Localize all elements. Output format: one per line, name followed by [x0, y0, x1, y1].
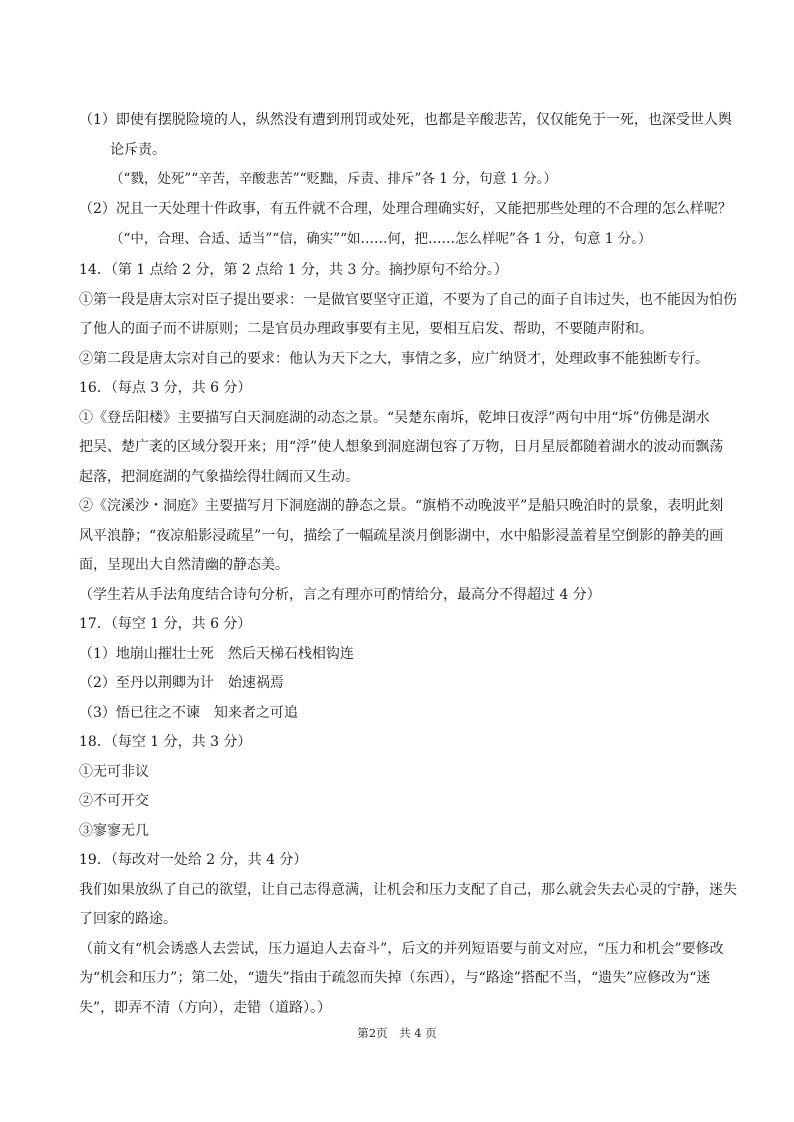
page-number-footer: 第2页 共 4 页	[357, 1026, 437, 1040]
answer-16-point-2-line-1: ②《浣溪沙・洞庭》主要描写月下洞庭湖的静态之景。“旗梢不动晚波平”是船只晚泊时的景象，表明此刻	[79, 498, 724, 514]
answer-19-explanation-line-1: （前文有“机会诱惑人去尝试，压力逼迫人去奋斗”，后文的并列短语要与前文对应，“压力和机会”要修改	[79, 941, 724, 957]
question-18-heading: 18．（每空 1 分，共 3 分）	[79, 734, 252, 750]
answer-13-1-line-1: （1）即使有摆脱险境的人，纵然没有遭到刑罚或处死，也都是辛酸悲苦，仅仅能免于一死，也深受世人舆	[79, 112, 732, 128]
answer-17-2: （2）至丹以荆卿为计 始速祸焉	[79, 675, 284, 691]
answer-14-point-2: ②第二段是唐太宗对自己的要求：他认为天下之大，事情之多，应广纳贤才，处理政事不能独断专行。	[79, 351, 709, 367]
answer-13-2-line: （2）况且一天处理十件政事，有五件就不合理，处理合理确实好，又能把那些处理的不合理的怎么样呢？	[79, 201, 732, 217]
question-14-heading: 14．（第 1 点给 2 分，第 2 点给 1 分，共 3 分。摘抄原句不给分。）	[79, 262, 508, 278]
answer-18-1: ①无可非议	[79, 764, 149, 780]
answer-16-point-1-line-3: 起落，把洞庭湖的气象描绘得壮阔而又生动。	[79, 469, 359, 485]
answer-16-point-1-line-1: ①《登岳阳楼》主要描写白天洞庭湖的动态之景。“吴楚东南坼，乾坤日夜浮”两句中用“坼”仿佛是湖水	[79, 410, 710, 426]
question-17-heading: 17．（每空 1 分，共 6 分）	[79, 616, 252, 632]
answer-13-1-line-2: 论斥责。	[110, 142, 166, 158]
question-19-heading: 19．（每改对一处给 2 分，共 4 分）	[79, 852, 308, 868]
answer-16-point-2-line-2: 风平浪静；“夜凉船影浸疏星”一句，描绘了一幅疏星淡月倒影湖中，水中船影浸盖着星空倒影的静美的画	[79, 528, 724, 544]
answer-14-point-1-line-1: ①第一段是唐太宗对臣子提出要求：一是做官要坚守正道，不要为了自己的面子自讳过失，也不能因为怕伤	[79, 292, 737, 308]
answer-13-2-scoring-note: （“中，合理、合适、适当”“信，确实”“如……何，把……怎么样呢”各 1 分，句意 1 分。）	[110, 231, 652, 247]
answer-16-scoring-note: （学生若从手法角度结合诗句分析，言之有理亦可酌情给分，最高分不得超过 4 分）	[79, 587, 601, 603]
answer-14-point-1-line-2: 了他人的面子而不讲原则；二是官员办理政事要有主见，要相互启发、帮助，不要随声附和。	[79, 321, 653, 337]
answer-17-1: （1）地崩山摧壮士死 然后天梯石栈相钩连	[79, 646, 354, 662]
answer-16-point-1-line-2: 把吴、楚广袤的区域分裂开来；用“浮”使人想象到洞庭湖包容了万物，日月星辰都随着湖水的波动而飘荡	[79, 439, 724, 455]
answer-18-2: ②不可开交	[79, 793, 149, 809]
answer-19-explanation-line-2: 为“机会和压力”；第二处，“遗失”指由于疏忽而失掉（东西），与“路途”搭配不当，“遗失”应修改为“迷	[79, 970, 711, 986]
answer-19-line-1: 我们如果放纵了自己的欲望，让自己志得意满，让机会和压力支配了自己，那么就会失去心灵的宁静，迷失	[79, 882, 737, 898]
answer-13-1-scoring-note: （“戮，处死”“辛苦，辛酸悲苦”“贬黜，斥责、排斥”各 1 分，句意 1 分。）	[110, 171, 558, 187]
answer-19-explanation-line-3: 失”，即弄不清（方向），走错（道路）。）	[79, 1000, 332, 1016]
answer-19-line-2: 了回家的路途。	[79, 911, 177, 927]
question-16-heading: 16．（每点 3 分，共 6 分）	[79, 380, 252, 396]
answer-18-3: ③寥寥无几	[79, 823, 149, 839]
answer-16-point-2-line-3: 面，呈现出大自然清幽的静态美。	[79, 557, 289, 573]
answer-17-3: （3）悟已往之不谏 知来者之可追	[79, 705, 298, 721]
